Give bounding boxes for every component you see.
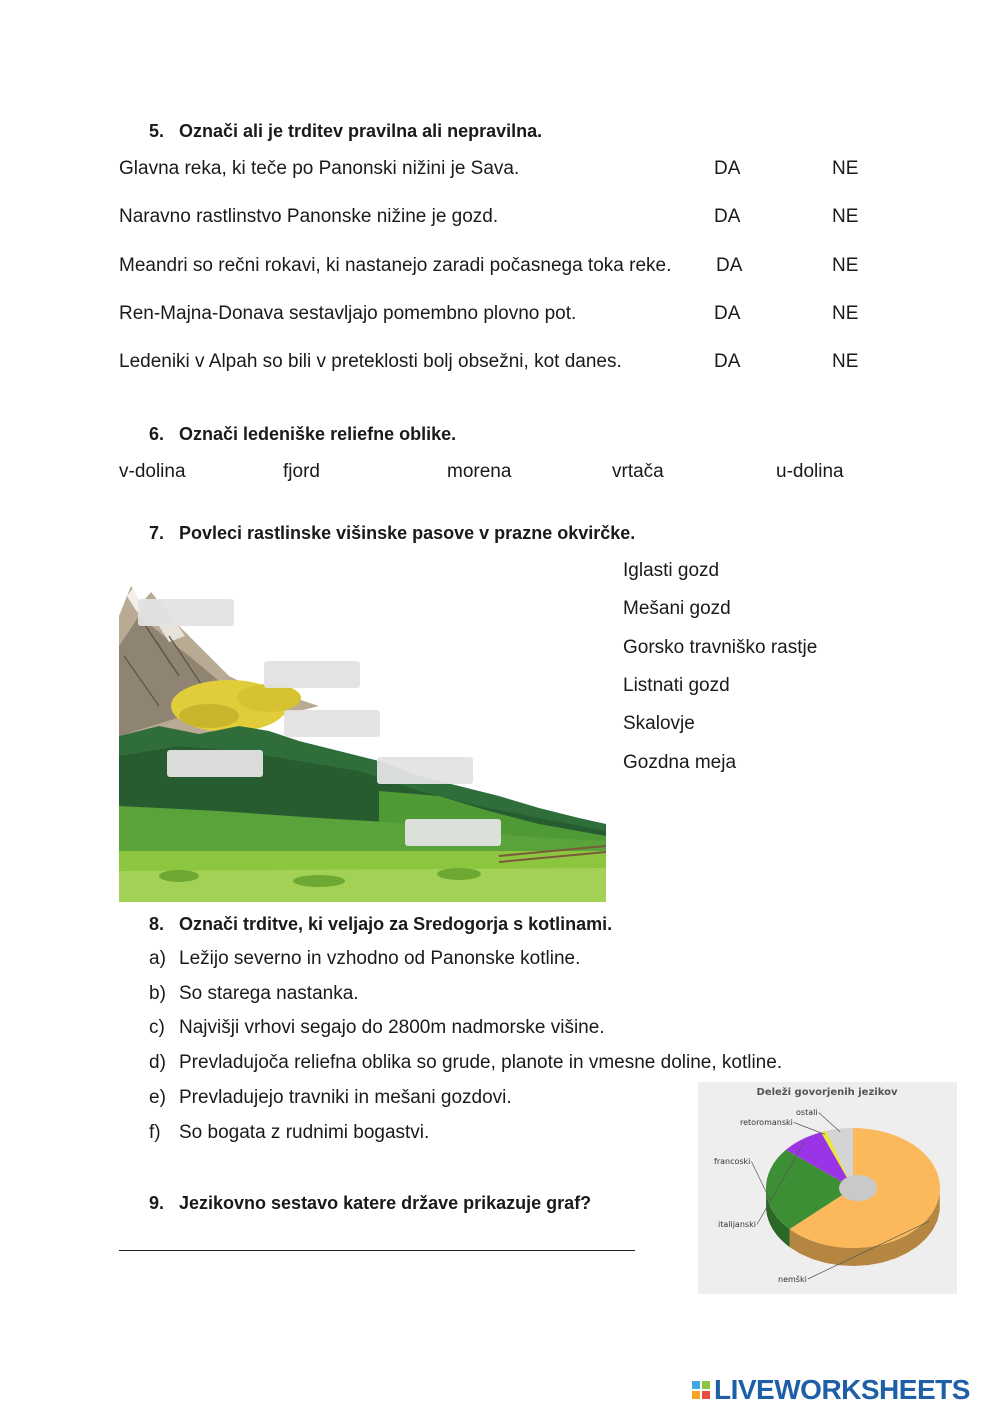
drag-item-mesani-gozd[interactable]: Mešani gozd (623, 598, 731, 619)
q8-option-c-letter: c) (149, 1017, 165, 1038)
q8-option-b-letter: b) (149, 983, 166, 1004)
drop-slot-6[interactable] (405, 819, 501, 846)
language-pie-chart (698, 1082, 957, 1294)
q8-option-b[interactable] (149, 983, 359, 1005)
q5-row-5-da-option[interactable]: DA (714, 351, 741, 372)
drop-slot-5[interactable] (377, 757, 473, 784)
q8-title-text: Označi trditve, ki veljajo za Sredogorja s kotlinami. (179, 914, 613, 934)
q7-title-text: Povleci rastlinske višinske pasove v prazne okvirčke. (179, 523, 636, 543)
q8-title (149, 914, 612, 935)
q8-option-c-text: Najvišji vrhovi segajo do 2800m nadmorske višine. (179, 1017, 605, 1038)
q8-option-e-text: Prevladujejo travniki in mešani gozdovi. (179, 1087, 512, 1108)
q5-row-1 (119, 158, 879, 184)
q5-row-3-da-option[interactable]: DA (716, 255, 743, 276)
q9-number: 9. (149, 1193, 165, 1213)
q5-title-text: Označi ali je trditev pravilna ali nepravilna. (179, 121, 543, 141)
pie-label-retoromanski: retoromanski (740, 1118, 793, 1127)
logo-text: LIVEWORKSHEETS (714, 1374, 970, 1405)
pie-leader-retoromanski (794, 1123, 825, 1135)
q5-row-4-statement: Ren-Majna-Donava sestavljajo pomembno plovno pot. (119, 303, 577, 324)
q6-option-fjord[interactable]: fjord (283, 461, 320, 482)
drop-slot-3[interactable] (284, 710, 380, 737)
q5-row-4-da-option[interactable]: DA (714, 303, 741, 324)
q7-number: 7. (149, 523, 165, 543)
q5-row-1-da-option[interactable]: DA (714, 158, 741, 179)
pie-label-italijanski: italijanski (718, 1220, 756, 1229)
pie-label-francoski: francoski (714, 1157, 751, 1166)
q8-option-e[interactable] (149, 1087, 512, 1109)
q5-row-2-ne-option[interactable]: NE (832, 206, 859, 227)
q6-option-morena[interactable]: morena (447, 461, 512, 482)
q9-title-text: Jezikovno sestavo katere države prikazuje graf? (179, 1193, 592, 1213)
q6-option-u-dolina[interactable]: u-dolina (776, 461, 844, 482)
q6-option-vrtaca[interactable]: vrtača (612, 461, 664, 482)
language-chart (698, 1082, 957, 1294)
q5-row-3-statement: Meandri so rečni rokavi, ki nastanejo zaradi počasnega toka reke. (119, 255, 672, 276)
q8-option-a-letter: a) (149, 948, 166, 969)
q8-option-e-letter: e) (149, 1087, 166, 1108)
pie-label-ostali: ostali (796, 1108, 818, 1117)
q5-row-2 (119, 206, 879, 232)
q8-option-f[interactable] (149, 1122, 429, 1144)
logo-squares-icon (692, 1381, 710, 1399)
q5-row-5-ne-option[interactable]: NE (832, 351, 859, 372)
q5-row-4 (119, 303, 879, 329)
q5-row-3-ne-option[interactable]: NE (832, 255, 859, 276)
q5-row-5 (119, 351, 879, 377)
q6-title (149, 424, 456, 445)
drop-slot-1[interactable] (138, 599, 234, 626)
q8-option-a-text: Ležijo severno in vzhodno od Panonske kotline. (179, 948, 581, 969)
liveworksheets-logo (692, 1374, 970, 1405)
q5-row-3 (119, 255, 879, 281)
drag-item-gorsko-travnisko-rastje[interactable]: Gorsko travniško rastje (623, 637, 818, 658)
q6-number: 6. (149, 424, 165, 444)
q5-title (149, 121, 542, 142)
q8-option-d-letter: d) (149, 1052, 166, 1073)
drop-slot-2[interactable] (264, 661, 360, 688)
drag-item-skalovje[interactable]: Skalovje (623, 713, 695, 734)
drop-slot-4[interactable] (167, 750, 263, 777)
q8-option-f-text: So bogata z rudnimi bogastvi. (179, 1122, 430, 1143)
q5-row-2-da-option[interactable]: DA (714, 206, 741, 227)
q9-title (149, 1193, 591, 1214)
q8-number: 8. (149, 914, 165, 934)
q8-option-d[interactable] (149, 1052, 782, 1074)
q5-row-1-statement: Glavna reka, ki teče po Panonski nižini je Sava. (119, 158, 520, 179)
chart-title: Deleži govorjenih jezikov (756, 1087, 898, 1098)
q8-option-b-text: So starega nastanka. (179, 983, 359, 1004)
q6-title-text: Označi ledeniške reliefne oblike. (179, 424, 457, 444)
q8-option-c[interactable] (149, 1017, 605, 1039)
pie-hole (839, 1175, 877, 1201)
drag-item-iglasti-gozd[interactable]: Iglasti gozd (623, 560, 720, 581)
mountain-illustration (119, 556, 606, 902)
drag-item-gozdna-meja[interactable]: Gozdna meja (623, 752, 737, 773)
q9-answer-line[interactable] (119, 1226, 635, 1251)
q5-row-2-statement: Naravno rastlinstvo Panonske nižine je gozd. (119, 206, 499, 227)
q8-option-d-text: Prevladujoča reliefna oblika so grude, planote in vmesne doline, kotline. (179, 1052, 783, 1073)
q5-row-1-ne-option[interactable]: NE (832, 158, 859, 179)
q7-title (149, 523, 635, 544)
q6-option-v-dolina[interactable]: v-dolina (119, 461, 186, 482)
drag-item-listnati-gozd[interactable]: Listnati gozd (623, 675, 730, 696)
q5-row-4-ne-option[interactable]: NE (832, 303, 859, 324)
q5-row-5-statement: Ledeniki v Alpah so bili v preteklosti bolj obsežni, kot danes. (119, 351, 622, 372)
pie-label-nemški: nemški (778, 1275, 807, 1284)
q5-number: 5. (149, 121, 165, 141)
q8-option-f-letter: f) (149, 1122, 161, 1143)
q8-option-a[interactable] (149, 948, 580, 970)
pie-leader-ostali (819, 1113, 841, 1132)
